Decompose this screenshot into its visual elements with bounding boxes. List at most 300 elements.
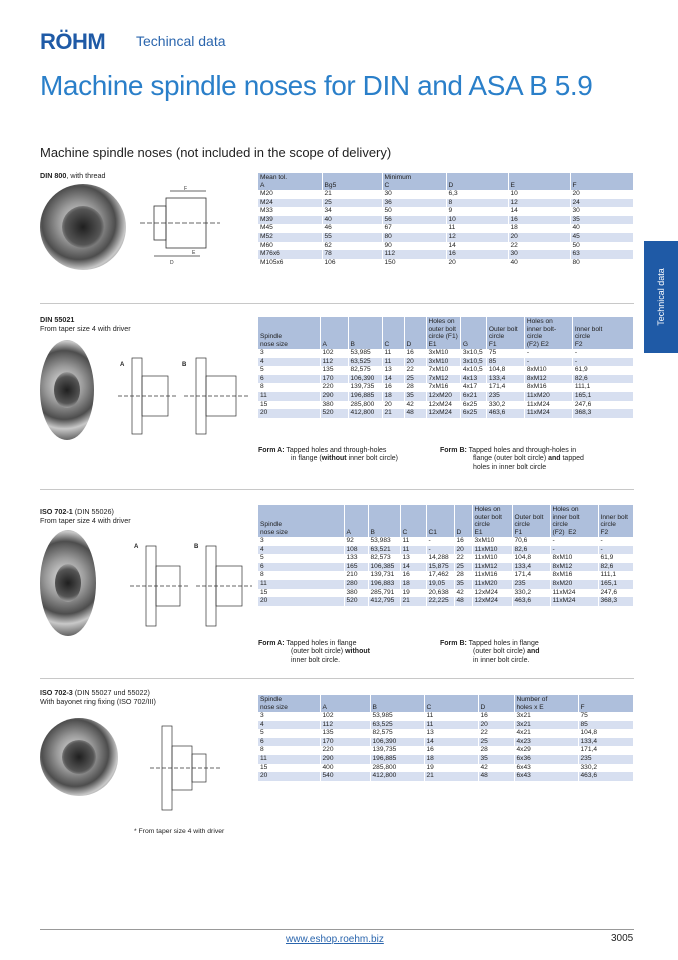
table-cell: 45 (570, 233, 634, 242)
table-cell: 11xM10 (472, 546, 512, 555)
table-row (258, 738, 634, 747)
table-cell: 170 (320, 375, 348, 384)
table-cell: 106,390 (348, 375, 382, 384)
table-cell: 133 (344, 554, 368, 563)
table-cell: 34 (322, 207, 382, 216)
svg-text:F: F (184, 186, 188, 192)
table-cell: 22 (478, 729, 514, 738)
din800-th: D (446, 173, 508, 190)
table-cell: 4x13 (460, 375, 486, 384)
table-cell: 4x10,5 (460, 366, 486, 375)
table-row (258, 250, 634, 259)
iso702-3-th: Number of holes x E (514, 695, 578, 712)
table-cell: 30 (382, 190, 446, 199)
table-cell: 30 (570, 207, 634, 216)
table-cell: M20 (258, 190, 322, 199)
din55021-th: C (382, 317, 404, 349)
table-cell: 8 (258, 383, 320, 392)
table-cell: 247,6 (598, 589, 634, 598)
table-cell: 285,791 (368, 589, 400, 598)
table-cell: 11xM12 (472, 563, 512, 572)
table-cell: 20 (508, 233, 570, 242)
iso702-1-header-row (258, 505, 634, 537)
table-cell: 14 (424, 738, 478, 747)
table-cell: M60 (258, 242, 322, 251)
table-cell: 133,4 (512, 563, 550, 572)
iso702-1-table (258, 505, 634, 606)
table-row (258, 755, 634, 764)
table-cell: 16 (454, 537, 472, 546)
din55021-header-row (258, 317, 634, 349)
table-cell: 46 (322, 224, 382, 233)
table-cell: 22 (404, 366, 426, 375)
table-cell: 67 (382, 224, 446, 233)
table-cell: M24 (258, 199, 322, 208)
table-cell: 80 (382, 233, 446, 242)
table-cell: 3x10,5 (460, 358, 486, 367)
table-cell: 290 (320, 392, 348, 401)
table-cell: 6x43 (514, 764, 578, 773)
table-cell: 30 (508, 250, 570, 259)
table-cell: 75 (578, 712, 634, 721)
table-cell: 11 (400, 546, 426, 555)
table-row (258, 409, 634, 418)
table-cell: 40 (322, 216, 382, 225)
table-cell: 8xM12 (524, 375, 572, 384)
table-cell: 20 (258, 772, 320, 781)
table-row (258, 199, 634, 208)
table-cell: 36 (382, 199, 446, 208)
table-cell: 92 (344, 537, 368, 546)
table-cell: 11 (446, 224, 508, 233)
table-cell: 82,573 (368, 554, 400, 563)
table-cell: 20 (258, 597, 344, 606)
table-cell: 20 (404, 358, 426, 367)
table-cell: 75 (486, 349, 524, 358)
table-cell: 82,6 (598, 563, 634, 572)
din55021-th: D (404, 317, 426, 349)
svg-text:E: E (192, 250, 196, 256)
table-cell: 4x23 (514, 738, 578, 747)
table-cell: 6x21 (460, 392, 486, 401)
table-cell: 62 (322, 242, 382, 251)
din55021-th: Inner bolt circle F2 (572, 317, 633, 349)
table-cell: 412,800 (348, 409, 382, 418)
table-cell: 108 (344, 546, 368, 555)
table-cell: 61,9 (598, 554, 634, 563)
table-cell: 11 (424, 712, 478, 721)
table-cell: M33 (258, 207, 322, 216)
table-row (258, 358, 634, 367)
din55021-th: Holes on inner bolt- circle (F2) E2 (524, 317, 572, 349)
table-cell: 16 (424, 746, 478, 755)
table-row (258, 580, 634, 589)
table-cell: 13 (424, 729, 478, 738)
table-cell: 20 (478, 721, 514, 730)
table-cell: 22 (508, 242, 570, 251)
table-cell: 20 (454, 546, 472, 555)
table-cell: 25 (454, 563, 472, 572)
table-cell: 135 (320, 729, 370, 738)
table-cell: 18 (424, 755, 478, 764)
iso702-3-th: C (424, 695, 478, 712)
table-cell: 330,2 (486, 401, 524, 410)
table-cell: 11xM20 (524, 392, 572, 401)
table-cell: 85 (578, 721, 634, 730)
table-cell: - (598, 537, 634, 546)
table-row (258, 554, 634, 563)
din800-photo (40, 184, 126, 270)
table-cell: 196,883 (368, 580, 400, 589)
table-cell: 20 (446, 259, 508, 268)
table-cell: 13 (382, 366, 404, 375)
table-cell: 3x21 (514, 712, 578, 721)
table-cell: 4x29 (514, 746, 578, 755)
table-cell: 235 (512, 580, 550, 589)
table-cell: 112 (320, 721, 370, 730)
table-cell: 11 (258, 392, 320, 401)
table-cell: 412,795 (368, 597, 400, 606)
din800-th: Bg5 (322, 173, 382, 190)
table-cell: 40 (508, 259, 570, 268)
table-cell: 82,6 (512, 546, 550, 555)
din55021-th: G (460, 317, 486, 349)
table-cell: 235 (486, 392, 524, 401)
table-cell: 3 (258, 712, 320, 721)
table-cell: 8xM10 (550, 554, 598, 563)
iso702-3-label: ISO 702-3 (DIN 55027 und 55022) With bayonet ring fixing (ISO 702/III) (40, 688, 156, 706)
table-cell: - (524, 358, 572, 367)
section-divider (40, 678, 634, 679)
table-cell: 12 (508, 199, 570, 208)
table-cell: 10 (446, 216, 508, 225)
table-cell: 196,885 (370, 755, 424, 764)
svg-text:A: A (120, 362, 125, 368)
din55021-th: Outer bolt circle F1 (486, 317, 524, 349)
table-cell: 19 (424, 764, 478, 773)
table-cell: 6 (258, 563, 344, 572)
table-cell: 8xM16 (524, 383, 572, 392)
din55021-label: DIN 55021 From taper size 4 with driver (40, 315, 131, 333)
side-tab-label: Technical data (656, 268, 666, 326)
table-cell: 171,4 (578, 746, 634, 755)
table-cell: 20 (570, 190, 634, 199)
iso702-1-photo (40, 530, 96, 636)
table-cell: 16 (400, 571, 426, 580)
table-cell: 21 (400, 597, 426, 606)
table-cell: 150 (382, 259, 446, 268)
table-cell: 18 (508, 224, 570, 233)
section-divider (40, 489, 634, 490)
table-cell: 463,6 (578, 772, 634, 781)
table-cell: 63 (570, 250, 634, 259)
table-cell: - (572, 349, 633, 358)
table-cell: - (550, 537, 598, 546)
table-cell: 40 (570, 224, 634, 233)
table-row (258, 401, 634, 410)
table-cell: 63,521 (368, 546, 400, 555)
iso702-1-label: ISO 702-1 (DIN 55026) From taper size 4 with driver (40, 507, 131, 525)
table-cell: 139,731 (368, 571, 400, 580)
table-cell: 7xM12 (426, 375, 460, 384)
table-cell: 28 (454, 571, 472, 580)
table-cell: 290 (320, 755, 370, 764)
table-cell: 78 (322, 250, 382, 259)
table-cell: 85 (486, 358, 524, 367)
din55021-th: Holes on outer bolt circle (F1) E1 (426, 317, 460, 349)
iso702-1-form-a-note: Form A: Tapped holes in flange (outer bolt circle) without inner bolt circle. (258, 640, 370, 664)
table-cell: 280 (344, 580, 368, 589)
section-title: Machine spindle noses (not included in the scope of delivery) (40, 145, 392, 160)
table-cell: 106 (322, 259, 382, 268)
table-cell: 104,8 (486, 366, 524, 375)
table-cell: 11 (382, 349, 404, 358)
table-row (258, 721, 634, 730)
table-cell: 247,6 (572, 401, 633, 410)
table-cell: 139,735 (348, 383, 382, 392)
table-cell: 6x25 (460, 401, 486, 410)
iso702-1-th: Holes on inner bolt circle (F2) E2 (550, 505, 598, 537)
table-row (258, 242, 634, 251)
table-cell: 400 (320, 764, 370, 773)
table-cell: 11xM16 (472, 571, 512, 580)
table-cell: 18 (382, 392, 404, 401)
table-cell: 15,875 (426, 563, 454, 572)
iso702-3-table (258, 695, 634, 781)
din55021-form-b-note: Form B: Tapped holes and through-holes in flange (outer bolt circle) and tapped holes in inner bolt circle (440, 447, 584, 471)
table-cell: 11xM24 (550, 597, 598, 606)
table-cell: 63,525 (348, 358, 382, 367)
table-cell: 520 (344, 597, 368, 606)
table-cell: 14 (400, 563, 426, 572)
svg-text:A: A (134, 544, 139, 550)
table-cell: 14 (508, 207, 570, 216)
table-cell: 8xM20 (550, 580, 598, 589)
table-cell: 42 (454, 589, 472, 598)
page-title: Machine spindle noses for DIN and ASA B 5.9 (40, 70, 593, 101)
table-row (258, 375, 634, 384)
table-cell: 35 (478, 755, 514, 764)
table-cell: 171,4 (512, 571, 550, 580)
iso702-1-th: Inner bolt circle F2 (598, 505, 634, 537)
table-cell: 102 (320, 712, 370, 721)
table-cell: M39 (258, 216, 322, 225)
table-cell: 520 (320, 409, 348, 418)
table-cell: 10 (508, 190, 570, 199)
table-cell: 16 (382, 383, 404, 392)
table-cell: 463,6 (512, 597, 550, 606)
table-cell: 82,575 (370, 729, 424, 738)
din800-label: DIN 800, with thread (40, 171, 106, 180)
table-cell: 111,1 (598, 571, 634, 580)
table-cell: - (572, 358, 633, 367)
iso702-1-th: C (400, 505, 426, 537)
table-row (258, 207, 634, 216)
din800-th: Mean tol. A (258, 173, 322, 190)
din800-drawing (140, 186, 220, 272)
table-cell: 102 (320, 349, 348, 358)
table-cell: 8 (258, 571, 344, 580)
table-cell: 14 (446, 242, 508, 251)
table-cell: 25 (478, 738, 514, 747)
iso702-1-th: B (368, 505, 400, 537)
table-cell: 220 (320, 383, 348, 392)
table-row (258, 366, 634, 375)
table-cell: 12xM24 (472, 597, 512, 606)
table-cell: 6x36 (514, 755, 578, 764)
table-cell: 15 (258, 764, 320, 773)
table-cell: 11 (400, 537, 426, 546)
table-cell: 135 (320, 366, 348, 375)
table-cell: 196,885 (348, 392, 382, 401)
page-number: 3005 (611, 933, 634, 944)
table-cell: 112 (320, 358, 348, 367)
table-cell: 4 (258, 546, 344, 555)
table-cell: 25 (322, 199, 382, 208)
table-cell: M52 (258, 233, 322, 242)
table-cell: 171,4 (486, 383, 524, 392)
table-cell: 165,1 (598, 580, 634, 589)
table-cell: 18 (400, 580, 426, 589)
table-cell: 11 (382, 358, 404, 367)
iso702-3-photo (40, 718, 118, 796)
table-cell: M105x6 (258, 259, 322, 268)
din55021-table (258, 317, 634, 418)
table-cell: 412,800 (370, 772, 424, 781)
table-cell: 104,8 (512, 554, 550, 563)
table-cell: 21 (322, 190, 382, 199)
table-cell: 4 (258, 358, 320, 367)
table-cell: 7xM10 (426, 366, 460, 375)
table-cell: 16 (404, 349, 426, 358)
table-cell: 540 (320, 772, 370, 781)
table-cell: 19 (400, 589, 426, 598)
table-cell: 12xM24 (472, 589, 512, 598)
table-cell: 9 (446, 207, 508, 216)
table-row (258, 764, 634, 773)
table-cell: 35 (404, 392, 426, 401)
table-cell: 15 (258, 589, 344, 598)
table-cell: 24 (570, 199, 634, 208)
table-cell: 80 (570, 259, 634, 268)
roehm-logo: RÖHM (40, 29, 106, 54)
table-cell: 220 (320, 746, 370, 755)
table-cell: 25 (404, 375, 426, 384)
table-cell: 8xM16 (550, 571, 598, 580)
table-cell: 16 (478, 712, 514, 721)
table-cell: 4x21 (514, 729, 578, 738)
table-cell: 16 (508, 216, 570, 225)
table-cell: 139,735 (370, 746, 424, 755)
table-cell: 28 (478, 746, 514, 755)
table-cell: 3xM10 (472, 537, 512, 546)
table-cell: 106,390 (370, 738, 424, 747)
din55021-form-a-note: Form A: Tapped holes and through-holes in flange (without inner bolt circle) (258, 447, 398, 463)
table-cell: 48 (404, 409, 426, 418)
table-cell: 50 (382, 207, 446, 216)
table-cell: 285,800 (348, 401, 382, 410)
table-cell: 235 (578, 755, 634, 764)
table-cell: 12xM20 (426, 392, 460, 401)
table-cell: 13 (400, 554, 426, 563)
table-row (258, 772, 634, 781)
table-cell: 55 (322, 233, 382, 242)
table-cell: 90 (382, 242, 446, 251)
table-cell: 63,525 (370, 721, 424, 730)
din800-header-row (258, 173, 634, 190)
iso702-3-th: F (578, 695, 634, 712)
footer-divider (40, 929, 634, 930)
eshop-link[interactable]: www.eshop.roehm.biz (286, 934, 384, 945)
din55021-drawing (118, 348, 252, 444)
table-cell: 133,4 (578, 738, 634, 747)
din800-table (258, 173, 634, 267)
table-cell: 6 (258, 738, 320, 747)
iso702-1-th: A (344, 505, 368, 537)
table-cell: 20 (258, 409, 320, 418)
table-row (258, 349, 634, 358)
table-cell: 56 (382, 216, 446, 225)
table-cell: 3x10,5 (460, 349, 486, 358)
table-cell: M45 (258, 224, 322, 233)
table-cell: 12xM24 (426, 409, 460, 418)
table-cell: 35 (570, 216, 634, 225)
table-cell: 133,4 (486, 375, 524, 384)
table-cell: 11 (424, 721, 478, 730)
table-cell: 20 (382, 401, 404, 410)
table-row (258, 537, 634, 546)
table-cell: 106,385 (368, 563, 400, 572)
table-row (258, 383, 634, 392)
table-row (258, 216, 634, 225)
header-subtitle: Techincal data (136, 33, 226, 49)
table-cell: 111,1 (572, 383, 633, 392)
table-cell: 285,800 (370, 764, 424, 773)
din800-th: F (570, 173, 634, 190)
table-cell: 82,6 (572, 375, 633, 384)
table-cell: 14,288 (426, 554, 454, 563)
table-cell: 42 (404, 401, 426, 410)
table-cell: 6x25 (460, 409, 486, 418)
table-cell: 5 (258, 729, 320, 738)
iso702-1-th: Holes on outer bolt circle E1 (472, 505, 512, 537)
table-cell: 11xM24 (524, 409, 572, 418)
iso702-1-th: C1 (426, 505, 454, 537)
table-cell: 6x43 (514, 772, 578, 781)
table-cell: 11xM24 (550, 589, 598, 598)
iso702-1-drawing (130, 538, 254, 634)
table-cell: 463,6 (486, 409, 524, 418)
table-cell: 11xM20 (472, 580, 512, 589)
table-cell: 50 (570, 242, 634, 251)
iso702-1-form-b-note: Form B: Tapped holes in flange (outer bolt circle) and in inner bolt circle. (440, 640, 540, 664)
table-cell: 11xM10 (472, 554, 512, 563)
iso702-1-th: Outer bolt circle F1 (512, 505, 550, 537)
table-cell: 21 (424, 772, 478, 781)
iso702-1-th: Spindle nose size (258, 505, 344, 537)
table-row (258, 729, 634, 738)
table-row (258, 712, 634, 721)
table-cell: 8 (446, 199, 508, 208)
table-cell: 22 (454, 554, 472, 563)
table-cell: 5 (258, 554, 344, 563)
table-cell: 104,8 (578, 729, 634, 738)
table-cell: 17,462 (426, 571, 454, 580)
side-tab-technical-data[interactable] (644, 241, 678, 353)
table-cell: 5 (258, 366, 320, 375)
table-cell: 6,3 (446, 190, 508, 199)
table-cell: 48 (454, 597, 472, 606)
